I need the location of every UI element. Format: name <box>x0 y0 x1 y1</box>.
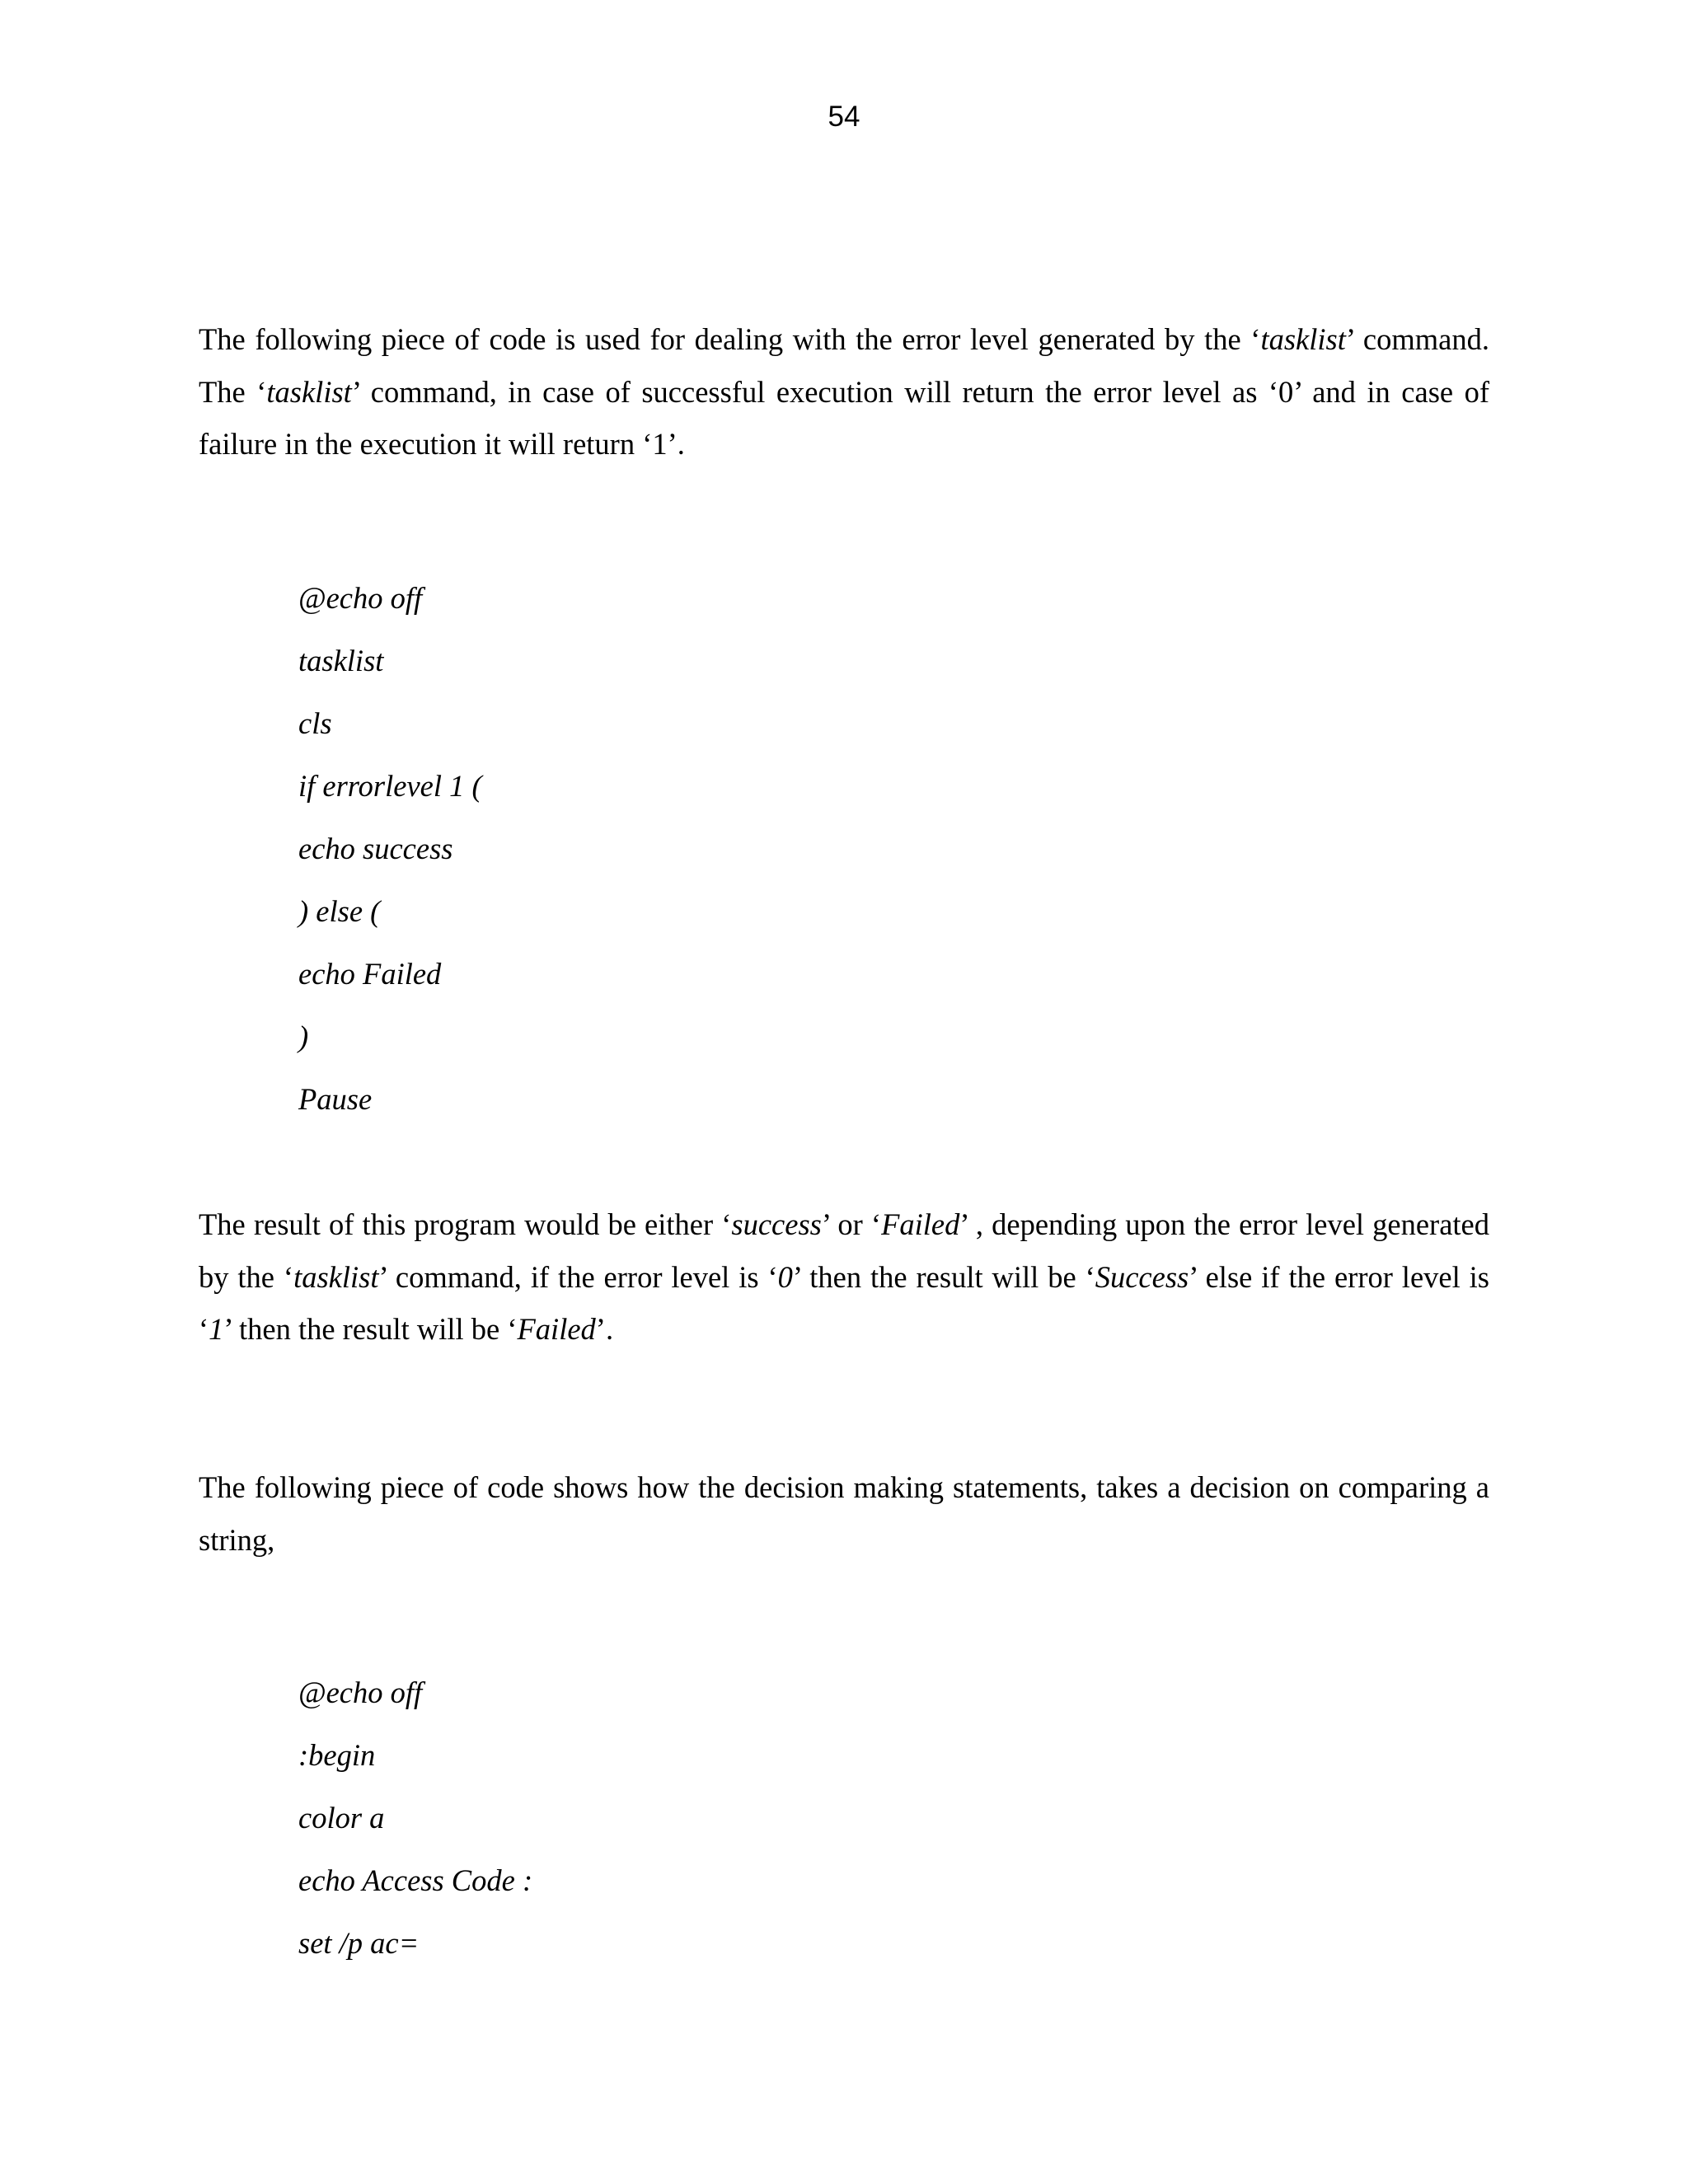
text-run: ’ then the result will be ‘ <box>792 1259 1095 1294</box>
text-run: ’ or ‘ <box>821 1207 882 1241</box>
paragraph-string-comparison <box>199 1461 1489 1566</box>
italic-term: 0 <box>777 1259 793 1294</box>
paragraph-program-result <box>199 1198 1489 1356</box>
text-run: ’ command, in case of successful execution will return the error level as ‘0’ and in case of failure in the execution it will return ‘1’. <box>199 374 1489 461</box>
code-line: echo Access Code : <box>298 1863 533 1897</box>
text-run: The result of this program would be either ‘ <box>199 1207 732 1241</box>
code-line: @echo off <box>298 1675 423 1709</box>
code-line: tasklist <box>298 644 384 677</box>
code-line: @echo off <box>298 581 423 615</box>
text-run: ’. <box>595 1312 614 1346</box>
code-line: color a <box>298 1801 385 1835</box>
text-run: ’ command, if the error level is ‘ <box>378 1259 778 1294</box>
code-line: set /p ac= <box>298 1926 420 1960</box>
code-line: if errorlevel 1 ( <box>298 769 482 803</box>
italic-term: tasklist <box>266 374 352 409</box>
code-line: cls <box>298 706 332 740</box>
code-line: ) <box>298 1019 309 1053</box>
paragraph-tasklist-errorlevel <box>199 313 1489 471</box>
code-block-errorlevel <box>298 567 482 1131</box>
text-run: ’ else if the error level is ‘ <box>199 1259 1489 1346</box>
code-line: echo success <box>298 832 453 865</box>
text-run: ’ , depending upon the error level generated by the ‘ <box>199 1207 1489 1294</box>
text-run: ’ then the result will be ‘ <box>223 1312 518 1346</box>
page-number: 54 <box>828 101 860 133</box>
code-line: ) else ( <box>298 894 381 928</box>
italic-term: tasklist <box>293 1259 379 1294</box>
italic-term: Failed <box>881 1207 960 1241</box>
code-line: Pause <box>298 1082 373 1116</box>
italic-term: Failed <box>517 1312 596 1346</box>
code-line: echo Failed <box>298 957 442 991</box>
italic-term: Success <box>1095 1259 1189 1294</box>
text-run: The following piece of code shows how the decision making statements, takes a decision on comparing a string, <box>199 1470 1489 1557</box>
italic-term: success <box>731 1207 822 1241</box>
code-block-access-code <box>298 1661 532 1975</box>
italic-term: 1 <box>209 1312 224 1346</box>
italic-term: tasklist <box>1260 322 1346 356</box>
text-run: ’ command. The ‘ <box>199 322 1489 409</box>
text-run: The following piece of code is used for dealing with the error level generated by the ‘ <box>199 322 1261 356</box>
code-line: :begin <box>298 1738 376 1772</box>
